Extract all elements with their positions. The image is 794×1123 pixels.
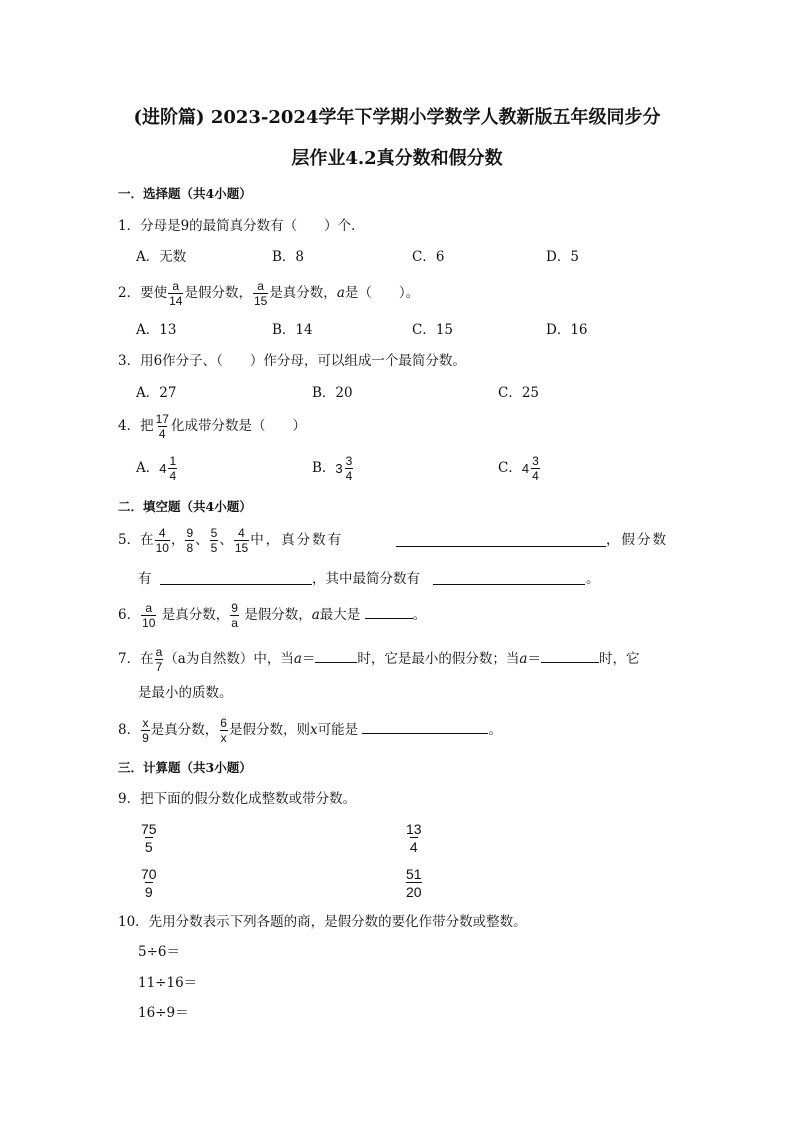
q4-option-c [498, 455, 541, 482]
q2-option-c: C．15 [412, 322, 454, 338]
q6-suffix: 最大是 [319, 607, 361, 624]
fraction-numerator: a [257, 279, 264, 293]
q7-mid: 时，它是最小的假分数；当 [357, 651, 520, 668]
fraction-numerator: 9 [231, 601, 238, 615]
q4-option-a [136, 455, 178, 482]
fraction-numerator: 3 [532, 454, 539, 468]
option-label: C． [498, 459, 522, 476]
q6-variable: a [311, 607, 320, 624]
title-line-1: (进阶篇) 2023-2024学年下学期小学数学人教新版五年级同步分 [133, 107, 661, 128]
question-9: 9．把下面的假分数化成整数或带分数。 [118, 791, 357, 807]
separator: 、 [219, 532, 233, 549]
q2-option-a: A．13 [136, 322, 177, 338]
q6-answer-blank[interactable] [365, 606, 413, 619]
q8-answer-blank[interactable] [362, 721, 488, 734]
q10-item-1: 5÷6＝ [138, 944, 180, 960]
fraction-denominator: 4 [532, 468, 539, 483]
fraction-denominator: 14 [169, 293, 183, 308]
q3-option-a: A．27 [136, 385, 177, 401]
mixed-whole: 4 [159, 461, 167, 477]
q7-fraction [155, 646, 164, 673]
question-2 [118, 280, 419, 307]
q5-mid: 中，真分数有 [250, 532, 344, 549]
q9-fraction-4 [406, 866, 422, 900]
q8-variable: x [309, 722, 318, 739]
section-heading-calc: 三．计算题（共3小题） [118, 760, 252, 775]
q8-suffix: 可能是 [317, 722, 359, 739]
fraction-denominator: x [220, 730, 227, 745]
q6-end: 。 [412, 607, 427, 624]
q5-after-blank: ，假分数 [606, 532, 668, 548]
title-line-2: 层作业4.2真分数和假分数 [291, 148, 503, 169]
q5-answer-blank-simplest[interactable] [433, 572, 585, 585]
q2-fraction-2 [253, 280, 268, 307]
fraction-numerator: 75 [141, 821, 157, 837]
q5-fraction-2 [185, 527, 194, 554]
q2-option-d: D．16 [546, 322, 588, 338]
q4-fraction [155, 413, 170, 440]
q5-prefix: 5．在 [118, 532, 154, 549]
q5-line2-start: 有 [138, 571, 152, 587]
mixed-whole: 4 [521, 461, 530, 477]
section-heading-choice: 一．选择题（共4小题） [118, 186, 252, 201]
fraction-denominator: 9 [144, 884, 153, 901]
fraction-denominator: 4 [409, 839, 418, 856]
q5-line2-mid: ，其中最简分数有 [312, 571, 420, 587]
separator: 、 [195, 532, 209, 549]
fraction-numerator: 6 [220, 716, 227, 730]
fraction-denominator: 4 [169, 468, 177, 483]
q8-prefix: 8． [118, 722, 141, 739]
fraction-numerator: x [142, 716, 149, 730]
q10-item-2: 11÷16＝ [138, 975, 198, 991]
fraction-numerator: 13 [406, 821, 422, 837]
q5-answer-blank-improper[interactable] [160, 572, 312, 585]
q7-prefix: 7．在 [118, 651, 154, 668]
fraction-denominator: 9 [142, 730, 149, 745]
q7-answer-blank-2[interactable] [541, 650, 599, 663]
fraction-denominator: 8 [186, 540, 194, 555]
question-6 [118, 602, 426, 629]
q7-equals: ＝ [301, 651, 316, 668]
q9-fraction-1 [141, 821, 157, 855]
q3-option-c: C．25 [498, 385, 540, 401]
fraction-numerator: a [145, 601, 153, 615]
fraction-numerator: 3 [345, 454, 353, 468]
q7-variable: a [519, 651, 528, 668]
q8-fraction-2 [219, 717, 228, 744]
q6-fraction-1 [141, 602, 156, 629]
mixed-whole: 3 [335, 461, 343, 477]
question-3: 3．用6作分子、（ ）作分母，可以组成一个最简分数。 [118, 353, 466, 369]
question-7-line2: 是最小的质数。 [138, 685, 233, 701]
fraction-denominator: 20 [406, 884, 422, 901]
fraction-numerator: 70 [141, 866, 157, 882]
q7-variable: a [293, 651, 302, 668]
fraction-numerator: 4 [238, 526, 245, 540]
q5-answer-blank-proper[interactable] [396, 534, 606, 547]
fraction-denominator: 10 [155, 540, 169, 555]
q4-option-b [312, 455, 354, 482]
fraction-numerator: 17 [155, 412, 169, 426]
fraction-denominator: 4 [345, 468, 353, 483]
fraction-numerator: 5 [210, 526, 218, 540]
q7-equals: ＝ [527, 651, 541, 668]
q8-end: 。 [488, 722, 502, 739]
q5-fraction-4 [234, 527, 249, 554]
question-8 [118, 717, 502, 744]
question-10: 10．先用分数表示下列各题的商，是假分数的要化作带分数或整数。 [118, 914, 527, 930]
q9-fraction-2 [406, 821, 422, 855]
fraction-denominator: 5 [144, 839, 153, 856]
question-7 [118, 646, 639, 673]
q7-answer-blank-1[interactable] [315, 650, 357, 663]
q2-prefix: 2．要使 [118, 285, 168, 302]
fraction-numerator: 4 [158, 526, 166, 540]
q1-option-c: C．6 [412, 249, 445, 265]
q8-mid: 是真分数， [150, 722, 219, 739]
q1-option-d: D．5 [546, 249, 579, 265]
q2-fraction-1 [168, 280, 183, 307]
fraction-numerator: 9 [186, 526, 194, 540]
q9-fraction-3 [141, 866, 157, 900]
q8-mid2: 是假分数，则 [228, 722, 310, 739]
fraction-denominator: 5 [210, 540, 218, 555]
q5-fraction-1 [155, 527, 170, 554]
fraction-denominator: 4 [158, 426, 166, 441]
question-4 [118, 413, 306, 440]
q2-option-b: B．14 [272, 322, 313, 338]
q2-mid2: 是真分数， [269, 285, 337, 302]
section-heading-fill: 二．填空题（共4小题） [118, 499, 252, 514]
q5-fraction-3 [210, 527, 219, 554]
question-5 [118, 527, 343, 554]
q4-suffix: 化成带分数是（ ） [170, 418, 306, 435]
q2-mid: 是假分数， [184, 285, 252, 302]
separator: ， [170, 532, 185, 549]
fraction-numerator: a [172, 279, 180, 293]
option-label: B． [312, 459, 336, 476]
q6-prefix: 6． [118, 607, 141, 624]
q1-option-b: B．8 [272, 249, 305, 265]
q7-paren: （a为自然数）中，当 [164, 651, 294, 668]
q2-suffix: 是（ ）。 [344, 285, 420, 302]
fraction-denominator: 10 [142, 615, 156, 630]
q6-fraction-2 [230, 602, 239, 629]
q8-fraction-1 [141, 717, 150, 744]
fraction-denominator: a [231, 615, 238, 630]
fraction-numerator: 51 [406, 866, 422, 882]
q6-mid2: 是假分数， [244, 607, 312, 624]
q1-option-a: A．无数 [136, 249, 187, 265]
fraction-denominator: 15 [234, 540, 249, 555]
fraction-denominator: 15 [253, 293, 268, 308]
q5-line2-end: 。 [586, 571, 600, 587]
fraction-numerator: 1 [169, 454, 177, 468]
question-1: 1．分母是9的最简真分数有（ ）个． [118, 218, 365, 234]
q2-variable: a [336, 285, 345, 302]
q7-end: 时，它 [598, 651, 640, 668]
fraction-numerator: a [155, 645, 163, 659]
q6-mid: 是真分数， [161, 607, 230, 624]
q3-option-b: B．20 [312, 385, 353, 401]
q4-prefix: 4．把 [118, 418, 154, 435]
fraction-denominator: 7 [155, 659, 163, 674]
option-label: A． [136, 459, 160, 476]
q10-item-3: 16÷9＝ [138, 1005, 189, 1021]
